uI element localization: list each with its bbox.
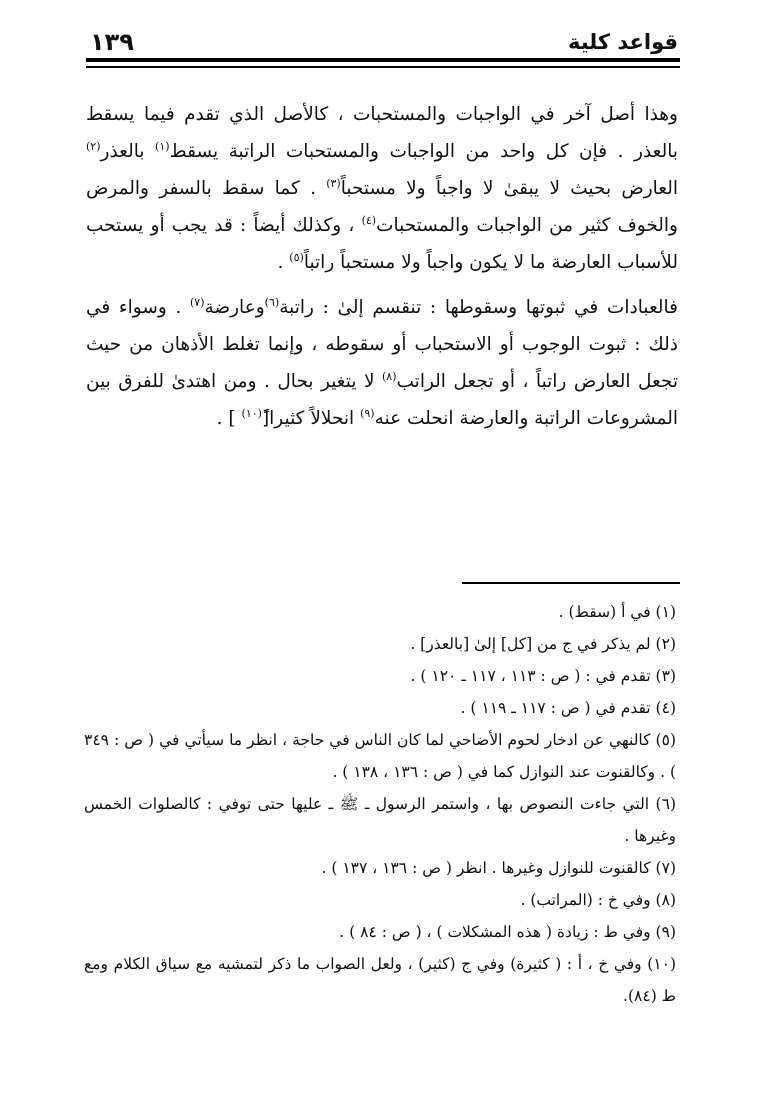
footnote: (٣) تقدم في : ( ص : ١١٣ ، ١١٧ ـ ١٢٠ ) . <box>410 667 676 685</box>
footnote: (٢) لم يذكر في ج من [كل] إلىٰ [بالعذر] . <box>410 635 676 653</box>
footnote-ref: (٥) <box>289 250 304 264</box>
text-segment: بالعذر <box>100 141 156 162</box>
footnote: (٧) كالقنوت للنوازل وغيرها . انظر ( ص : ١٣٦ ، ١٣٧ ) . <box>321 859 676 877</box>
text-segment: وهذا أصل آخر في الواجبات والمستحبات ، كالأصل الذي تقدم فيما يسقط بالعذر . فإن كل واحد من الواجبات والمستحبات الراتبة يسقط <box>86 104 678 162</box>
footnote: (٤) تقدم في ( ص : ١١٧ ـ ١١٩ ) . <box>460 699 676 717</box>
footnote: (٥) كالنهي عن ادخار لحوم الأضاحي لما كان الناس في حاجة ، انظر ما سيأتي في ( ص : ٣٤٩ ) . وكالقنوت عند النوازل كما في ( ص : ١٣٦ ، ١٣٨ ) . <box>84 731 676 781</box>
footnote-ref: (١٠) <box>241 406 262 420</box>
text-segment: . كما سقط بالسفر والمرض والخوف كثير من الواجبات والمستحبات <box>86 178 678 236</box>
footnote: (٩) وفي ط : زيادة ( هذه المشكلات ) ، ( ص : ٨٤ ) . <box>339 923 676 941</box>
footnote: (١) في أ (سقط) . <box>558 603 676 621</box>
footnote-ref: (٣) <box>326 176 341 190</box>
header-rule-thick <box>86 58 680 62</box>
footnote-ref: (١) <box>155 139 170 153</box>
footnote-ref: (٢) <box>86 139 101 153</box>
footnote-ref: (٤) <box>361 213 377 227</box>
text-segment: . <box>277 252 290 273</box>
text-segment: انحلالاً كثيرا[ً <box>261 408 361 429</box>
footnote-ref: (٨) <box>381 369 397 383</box>
paragraph <box>86 289 678 437</box>
footnote: (٨) وفي خ : (المراتب) . <box>520 891 676 909</box>
footnote: (٦) التي جاءت النصوص بها ، واستمر الرسول ـ ﷺ ـ عليها حتى توفي : كالصلوات الخمس وغيرها . <box>84 795 676 845</box>
footnotes <box>84 596 676 1012</box>
text-segment: ] . <box>216 408 242 429</box>
page-header <box>90 28 678 58</box>
text-segment: لا يتغير بحال . ومن اهتدىٰ للفرق بين المشروعات الراتبة والعارضة انحلت عنه <box>86 371 678 429</box>
text-segment: فالعبادات في ثبوتها وسقوطها : تنقسم إلىٰ : راتبة <box>279 297 678 318</box>
main-text <box>86 96 678 437</box>
header-rule-thin <box>86 66 680 68</box>
footnote-ref: (٧) <box>189 295 205 309</box>
footnote-ref: (٩) <box>360 406 375 420</box>
footnote-separator <box>462 582 680 584</box>
text-segment: . وسواء في ذلك : ثبوت الوجوب أو الاستحباب أو سقوطه ، وإنما تغلط الأذهان من حيث تجعل العارض راتباً ، أو تجعل الراتب <box>86 297 678 392</box>
page-number: ١٣٩ <box>90 28 134 56</box>
footnote-ref: (٦) <box>264 295 280 309</box>
footnote: (١٠) وفي خ ، أ : ( كثيرة) وفي ج (كثير) ، ولعل الصواب ما ذكر لتمشيه مع سياق الكلام ومع ط (٨٤). <box>84 955 676 1005</box>
paragraph <box>86 96 678 281</box>
text-segment: ، وكذلك أيضاً : قد يجب أو يستحب للأسباب العارضة ما لا يكون واجباً ولا مستحباً راتباً <box>86 215 678 273</box>
running-title: قواعد كلية <box>568 30 678 54</box>
text-segment: وعارضة <box>204 297 265 318</box>
text-segment: العارض بحيث لا يبقىٰ لا واجباً ولا مستحباً <box>340 178 678 199</box>
